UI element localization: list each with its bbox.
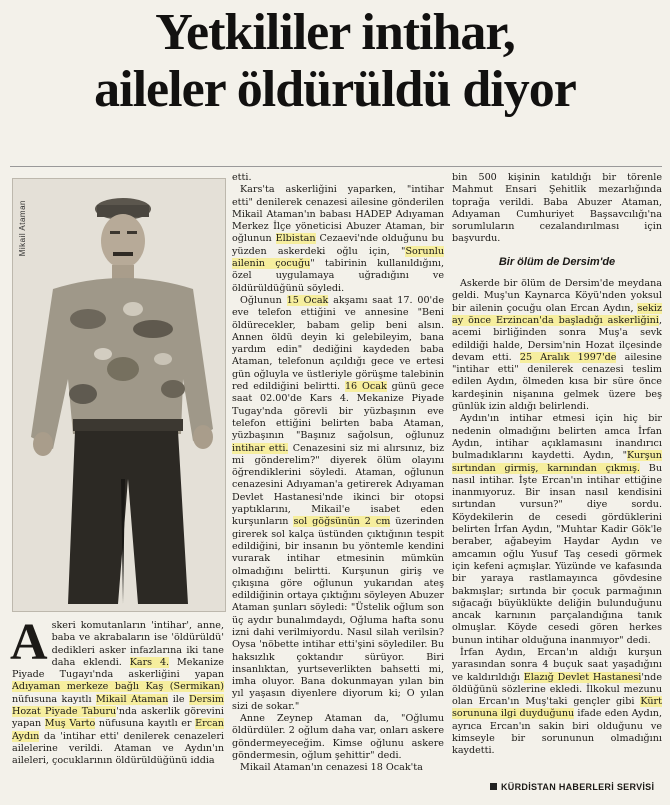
paragraph: Mikail Ataman'ın cenazesi 18 Ocak'ta: [240, 762, 423, 774]
text-run: Kars'ta askerliğini yaparken, "intihar etti" denilerek cenazesi ailesine gönderilen Mikail Ataman'ın babası HADEP Adıyaman Merkez İlçe yöneticisi Abuzer Ataman, bir oğlunun: [232, 184, 444, 245]
highlighted-text: Dersim Hozat Piyade Taburu: [12, 693, 224, 718]
text-run: nüfusuna kayıtlı er: [95, 718, 196, 730]
text-run: Bu nasıl intihar. İşte Ercan'ın intihar ettiğine inanmıyoruz. Bir insan nasıl kendisini sırtından vursun?" diye sordu. Köydekilerin de cesedi gördüklerini belirten İrfan Aydın, "Muhtar Kadir Gök'le beraber, ağabeyim Haydar Aydın ve amcamın oğlu Yusuf Taş cesedi görmek için kefeni açmışlar. Yüzünde ve kafasında bir yaraya rastlamayınca gövdesine bakmışlar; sırtında bir çocuk parmağının sığacağı büyüklükte deliğin bulunduğunu ancak karnının parçalandığına tanık olmuşlar. Köyde cesedi gören herkes bunun intihar olduğuna inanmıyor" dedi.: [452, 462, 662, 646]
paragraph: Anne Zeynep Ataman da, "Oğlumu öldürdüler. 2 oğlum daha var, onları askere göndermeyeceğim. Kimse oğlunu askere göndermesin, oğlum şehittir" dedi.: [232, 713, 444, 761]
paragraph: [452, 647, 662, 758]
text-run: üzerinden girerek sol kalça üstünden çıktığının tespit edildiğini, bir insanın bu yöntemle kendini vurarak intihar etmesinin mümkün olmadığını belirtti. Kurşunun giriş ve çıkışına göre oğlunun yukarıdan ateş edildiğinin ortaya çıktığını söyleyen Abuzer Ataman şunları söyledi: "Üstelik oğlum son üç aydır bunalımdaydı, Oğluma hafta sonu izni dahi verilmiyordu. Nasıl silah verilsin? Oysa 'nöbette intihar etti'şini söylediler. Bu haksızlık çoktandır sürüyor. Biri insanlıktan, yurtseverlikten bahsetti mi, imha oluyor. Bana dokunmayan yılan bin yıl yaşasın diyenlere diyorum ki; O yılan sizi de sokar.": [232, 516, 445, 712]
drop-cap: A: [10, 614, 48, 671]
text-run: Oğlunun: [240, 294, 287, 306]
paragraph: etti.: [232, 172, 252, 183]
highlighted-text: intihar etti.: [232, 442, 289, 454]
highlighted-text: Adıyaman merkeze bağlı Kaş (Sermikan): [12, 681, 224, 693]
text-run: Cezaevi'nde olduğunu bu yüzden askerdeki oğlu için, ": [232, 233, 444, 257]
highlighted-text: Kurşun sırtından girmiş, karnından çıkmış.: [452, 450, 662, 474]
photo-caption: Mikail Ataman: [18, 200, 27, 257]
highlighted-text: Elbistan: [275, 233, 316, 245]
headline-line-1: Yetkililer intihar,: [155, 4, 515, 61]
highlighted-text: Mikail Ataman: [95, 693, 169, 705]
highlighted-text: Kürt sorununa ilgi duyduğunu: [452, 696, 662, 720]
text-run: Askerde bir ölüm de Dersim'de meydana geldi. Muş'un Kaynarca Köyü'nden yoksul bir ailenin çocuğu olan Ercan Aydın,: [452, 278, 662, 314]
text-run: " tabirinin kullanıldığını, özel uygulamaya uğradığını ve öldürüldüğünü söyledi.: [232, 258, 444, 294]
highlighted-text: Muş Varto: [44, 718, 96, 730]
highlighted-text: Ercan Aydın: [12, 718, 224, 742]
text-run: Cenazesini siz mi alırsınız, biz mi gönderelim?" diyerek ölüm olayını öğrendiklerini söyledi. Ataman, oğlunun cenazesini Adıyaman'a getirerek Adıyaman Devlet Hastanesi'nde ikinci bir otopsi yaptıklarını, Mikail'e isabet eden kurşunların: [232, 442, 444, 528]
text-run: ifade eden Aydın, ayrıca Ercan'ın sakin biri olduğunu ve kimseyle bir sorununun olmadığını kaydetti.: [452, 708, 662, 757]
square-bullet-icon: [490, 783, 497, 790]
column-1: [10, 614, 224, 768]
paragraph: [452, 413, 662, 647]
subheading: Bir ölüm de Dersim'de: [498, 255, 616, 268]
headline: [0, 0, 670, 118]
headline-rule: [10, 166, 662, 167]
text-run: 'nda askerlik görevini yapan: [12, 706, 224, 730]
highlighted-text: 16 Ocak: [344, 381, 387, 393]
highlighted-text: Sorunlu ailenin çocuğu: [232, 245, 444, 270]
text-run: günü gece saat 02.00'de Kars 4. Mekanize Piyade Tugay'nda görevli bir yüzbaşının eve telefon ettiğini belirten baba Ataman, yüzbaşının "Başınız sağolsun, oğlunuz: [232, 381, 445, 442]
highlighted-text: 25 Aralık 1997'de: [519, 351, 617, 363]
highlighted-text: sol göğsünün 2 cm: [293, 516, 391, 528]
paragraph: bin 500 kişinin katıldığı bir törenle Mahmut Ensari Şehitlik mezarlığında toprağa verildi. Baba Abuzer Ataman, Adıyaman Cumhuriyet Başsavcılığı'na sorumluların cezalandırılması için başvurdu.: [452, 172, 662, 245]
text-run: da 'intihar etti' denilerek cenazeleri ailelerine verildi. Ataman ve Aydın'ın aileleri, çocuklarının öldürüldüğünü iddia: [12, 730, 224, 767]
soldier-illustration: [13, 179, 225, 611]
text-run: Mekanize Piyade Tugayı'nda askerliğini yapan: [12, 656, 224, 681]
text-run: Aydın'ın intihar etmesi için hiç bir nedenin olmadığını belirten amca İrfan Aydın, intihar açıklamasını inandırıcı bulmadıklarını kaydetti. Aydın, ": [452, 413, 662, 462]
text-run: akşamı saat 17. 00'de eve telefon ettiğini ve annesine "Beni öldürecekler, babam gelip beni alsın. Annen öldü deyin ki gelebileyim, bana yardım edin" dediğini kaydeden baba Ataman, telefonun açıldığı gece ve ertesi gün oğluyla ve üstleriyle görüşme talebinin red edildiğini belirtti.: [232, 294, 445, 393]
paragraph: [10, 614, 224, 768]
soldier-photo: [12, 178, 226, 612]
paragraph: [452, 278, 662, 413]
column-3: [452, 172, 662, 758]
highlighted-text: sekiz ay önce Erzincan'da başladığı askerliğini: [452, 302, 662, 326]
source-label: KÜRDİSTAN HABERLERİ SERVİSİ: [501, 782, 655, 792]
paragraph: [232, 184, 444, 295]
highlighted-text: 15 Ocak: [286, 294, 329, 306]
text-run: 'nde öldüğünü sözlerine ekledi. İlkokul mezunu olan Ercan'ın Muş'taki gençler gibi: [452, 671, 662, 708]
highlighted-text: Elazığ Devlet Hastanesi: [523, 671, 642, 683]
text-run: ailesine "intihar etti" denilerek cenazesi teslim edilen Aydın, ölmeden kısa bir süre önce kardeşinin nişanına gelmek üzere beş günlük izin aldığı belirlendi.: [452, 351, 662, 413]
text-run: skeri komutanların 'intihar', anne, baba ve akrabaların ise 'öldürüldü' dedikleri asker infazlarına iki tane daha eklendi.: [51, 620, 224, 668]
text-run: ile: [168, 693, 189, 705]
text-run: , acemi birliğinden sonra Muş'a sevk edildiği halde, Dersim'nin Hozat ilçesinde devam etti.: [452, 314, 662, 363]
text-run: İrfan Aydın, Ercan'ın aldığı kurşun yarasından sonra 4 buçuk saat yaşadığını ve kaldırıldığı: [452, 646, 662, 683]
news-source-credit: [490, 782, 654, 792]
highlighted-text: Kars 4.: [129, 656, 170, 668]
headline-line-2: aileler öldürüldü diyor: [94, 61, 576, 118]
text-run: nüfusuna kayıtlı: [12, 693, 96, 705]
paragraph: [232, 295, 444, 713]
column-2: [232, 172, 444, 775]
